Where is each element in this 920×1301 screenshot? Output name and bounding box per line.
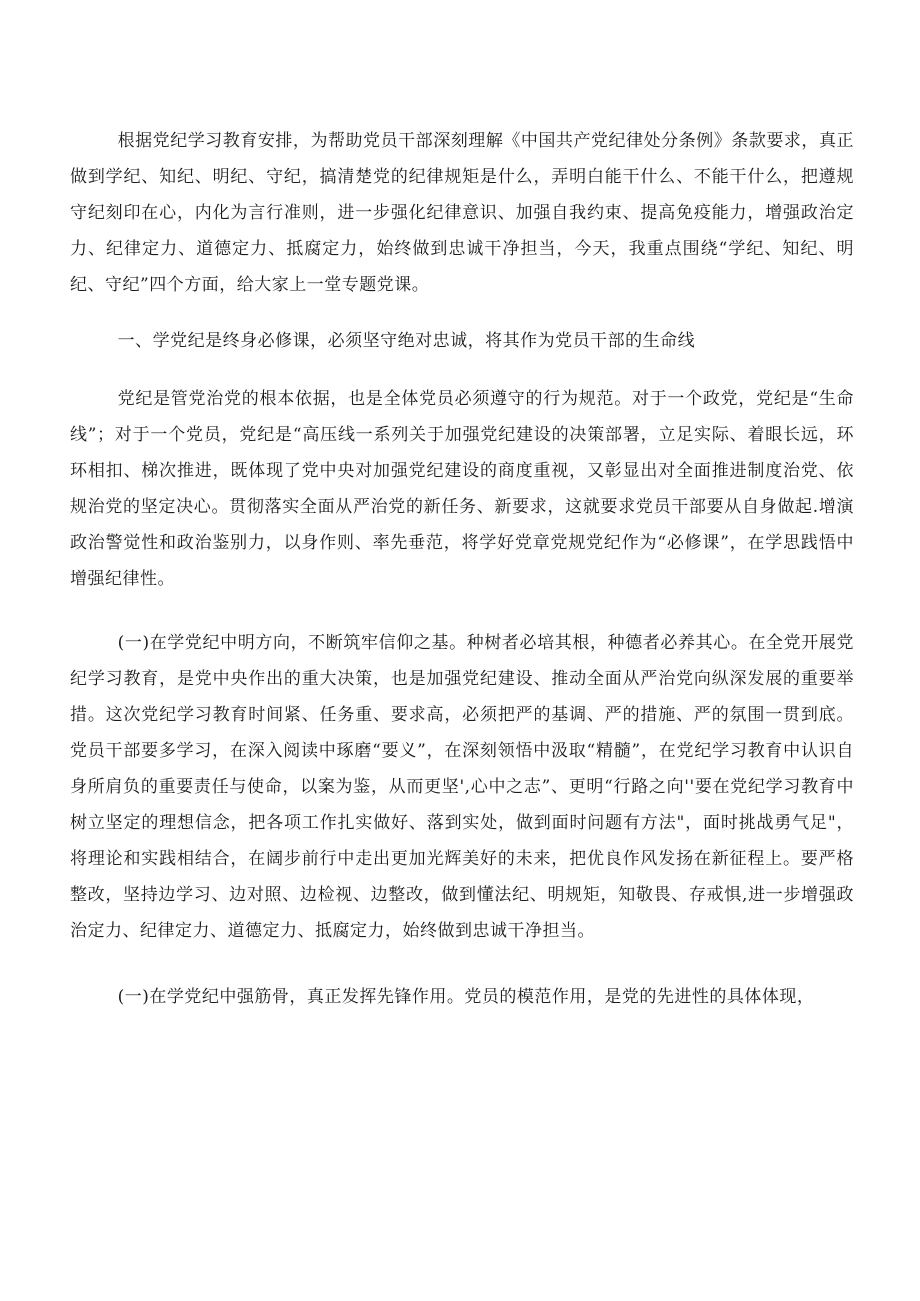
subsection-paragraph-direction: (一)在学党纪中明方向，不断筑牢信仰之基。种树者必培其根，种德者必养其心。在全党开展党纪学习教育，是党中央作出的重大决策，也是加强党纪建设、推动全面从严治党向纵深发展的重要举措。这次党纪学习教育时间紧、任务重、要求高，必须把严的基调、严的措施、严的氛围一贯到底。党员干部要多学习，在深入阅读中琢磨“要义”，在深刻领悟中汲取“精髓”，在党纪学习教育中认识自身所肩负的重要责任与使命，以案为鉴，从而更坚',心中之志”、更明“行路之向''要在党纪学习教育中树立坚定的理想信念，把各项工作扎实做好、落到实处，做到面时问题有方法"，面时挑战勇气足"，将理论和实践相结合，在阔步前行中走出更加光辉美好的未来，把优良作风发扬在新征程上。要严格整改，坚持边学习、边对照、边检视、边整改，做到懂法纪、明规矩，知敬畏、存戒惧,进一步增强政治定力、纪律定力、道德定力、抵腐定力，始终做到忠诚干净担当。 xyxy=(70,633,854,941)
subsection-paragraph-strength: (一)在学党纪中强筋骨，真正发挥先锋作用。党员的模范作用，是党的先进性的具体体现， xyxy=(117,987,815,1007)
intro-paragraph: 根据党纪学习教育安排，为帮助党员干部深刻理解《中国共产党纪律处分条例》条款要求，真正做到学纪、知纪、明纪、守纪，搞清楚党的纪律规矩是什么，弄明白能干什么、不能干什么，把遵规守纪刻印在心，内化为言行准则，进一步强化纪律意识、加强自我约束、提高免疫能力，增强政治定力、纪律定力、道德定力、抵腐定力，始终做到忠诚干净担当，今天，我重点围绕“学纪、知纪、明纪、守纪”四个方面，给大家上一堂专题党课。 xyxy=(70,131,854,295)
section-heading-one: 一、学党纪是终身必修课，必须坚守绝对忠诚，将其作为党员干部的生命线 xyxy=(117,331,696,351)
section-one-body-paragraph: 党纪是管党治党的根本依据，也是全体党员必须遵守的行为规范。对于一个政党，党纪是“生命线”；对于一个党员，党纪是“高压线一系列关于加强党纪建设的决策部署，立足实际、着眼长远，环环相扣、梯次推进，既体现了党中央对加强党纪建设的商度重视，又彰显出对全面推进制度治党、依规治党的坚定决心。贯彻落实全面从严治党的新任务、新要求，这就要求党员干部要从自身做起.增演政治警觉性和政治鉴别力，以身作则、率先垂范，将学好党章党规党纪作为“必修课”，在学思践悟中增强纪律性。 xyxy=(70,389,854,589)
